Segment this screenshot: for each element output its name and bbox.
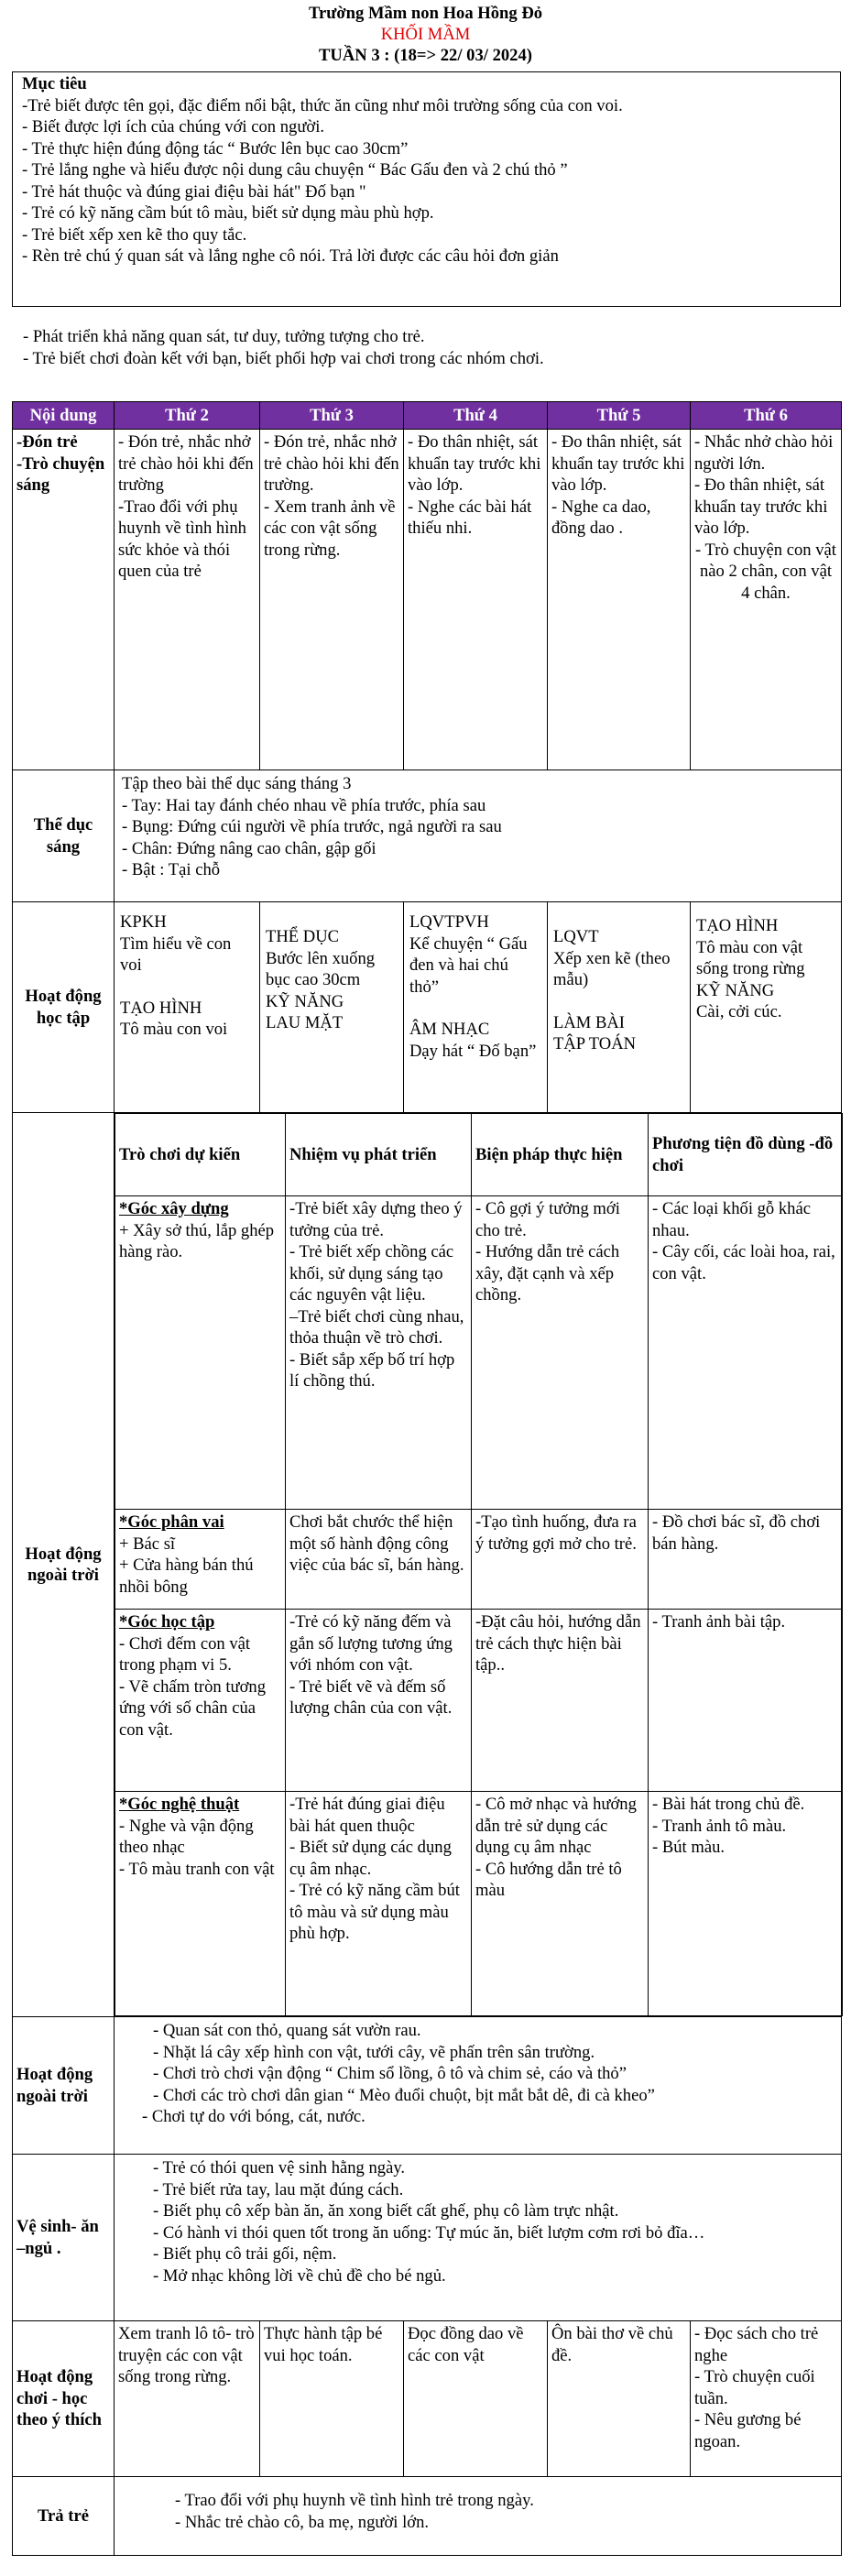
table-header-row [13, 402, 842, 430]
objective-item: - Trẻ thực hiện đúng động tác “ Bước lên bục cao 30cm” [22, 138, 409, 158]
corner-tools: - Bài hát trong chủ đề. - Tranh ảnh tô màu. - Bút màu. [649, 1792, 843, 2016]
objective-item: - Trẻ lắng nghe và hiểu được nội dung câu chuyện “ Bác Gấu đen và 2 chú thỏ ” [22, 160, 568, 180]
day-cell: - Đón trẻ, nhắc nhở trẻ chào hỏi khi đến trường -Trao đổi với phụ huynh về tình hình sức khỏe và thói quen của trẻ [115, 430, 260, 770]
welcome-row [13, 430, 842, 770]
day-cell: Đọc đồng dao về các con vật [404, 2321, 548, 2477]
corners-header-cell: Trò chơi dự kiến [115, 1114, 286, 1196]
day-cell: - Đọc sách cho trẻ nghe - Trò chuyện cuối tuần. - Nêu gương bé ngoan. [691, 2321, 842, 2477]
header-cell: Thứ 6 [691, 402, 842, 430]
block-name: KHỐI MẦM [380, 25, 471, 44]
corner-method: - Cô gợi ý tưởng mới cho trẻ. - Hướng dẫn trẻ cách xây, đặt cạnh và xếp chồng. [472, 1196, 649, 1510]
corner-method: - Cô mở nhạc và hướng dẫn trẻ sử dụng các dụng cụ âm nhạc - Cô hướng dẫn trẻ tô màu [472, 1792, 649, 2016]
day-cell: - Đón trẻ, nhắc nhở trẻ chào hỏi khi đến trường. - Xem tranh ảnh về các con vật sống trong rừng. [260, 430, 404, 770]
header-cell: Nội dung [13, 402, 115, 430]
row-label: Trả trẻ [13, 2477, 115, 2556]
corner-task: Chơi bắt chước thể hiện một số hành động công việc của bác sĩ, bán hàng. [286, 1510, 472, 1610]
objectives-extra [23, 326, 838, 369]
row-label: Hoạt động học tập [13, 902, 115, 1113]
objectives-box [12, 71, 841, 307]
corner-tools: - Đồ chơi bác sĩ, đồ chơi bán hàng. [649, 1510, 843, 1610]
objective-item: - Trẻ biết xếp xen kẽ tho quy tắc. [22, 224, 247, 245]
corners-header-cell: Biện pháp thực hiện [472, 1114, 649, 1196]
objective-item: -Trẻ biết được tên gọi, đặc điểm nổi bật, thức ăn cũng như môi trường sống của con voi. [22, 95, 623, 115]
objective-item: - Trẻ hát thuộc và đúng giai điệu bài hát" Đố bạn " [22, 181, 366, 202]
corner-row [115, 1792, 843, 2016]
day-cell: Xem tranh lô tô- trò truyện các con vật sống trong rừng. [115, 2321, 260, 2477]
corners-subtable-cell [115, 1113, 842, 2017]
day-cell: LQVT Xếp xen kẽ (theo mẫu) LÀM BÀI TẬP TOÁN [548, 902, 691, 1113]
day-cell: THỂ DỤC Bước lên xuống bục cao 30cm KỸ NĂNG LAU MẶT [260, 902, 404, 1113]
weekly-plan-table [12, 401, 842, 2556]
header-cell: Thứ 2 [115, 402, 260, 430]
week-title: TUẦN 3 : (18=> 22/ 03/ 2024) [319, 46, 532, 65]
row-label: Hoạt động chơi - học theo ý thích [13, 2321, 115, 2477]
afternoon-row [13, 2321, 842, 2477]
corners-subtable [115, 1113, 843, 2016]
return-content: - Trao đổi với phụ huynh về tình hình trẻ trong ngày. - Nhắc trẻ chào cô, ba mẹ, người lớn. [115, 2477, 842, 2556]
corner-tools: - Các loại khối gỗ khác nhau. - Cây cối, các loài hoa, rai, con vật. [649, 1196, 843, 1510]
hygiene-content: - Trẻ có thói quen vệ sinh hằng ngày. - Trẻ biết rửa tay, lau mặt đúng cách. - Biết phụ cô xếp bàn ăn, ăn xong biết cất ghế, phụ cô làm trực nhật. - Có hành vi thói quen tốt trong ăn uống: Tự múc ăn, biết lượm cơm rơi bỏ đĩa… - Biết phụ cô trải gối, nệm. - Mở nhạc không lời về chủ đề cho bé ngủ. [115, 2155, 842, 2321]
header-cell: Thứ 5 [548, 402, 691, 430]
corner-row [115, 1610, 843, 1792]
objective-extra-item: - Phát triển khả năng quan sát, tư duy, tưởng tượng cho trẻ. [23, 327, 425, 346]
day-cell: Ôn bài thơ về chủ đề. [548, 2321, 691, 2477]
objective-extra-item: - Trẻ biết chơi đoàn kết với bạn, biết phối hợp vai chơi trong các nhóm chơi. [23, 348, 544, 368]
return-row [13, 2477, 842, 2556]
exercise-row [13, 770, 842, 902]
corners-header-cell: Phương tiện đồ dùng -đồ chơi [649, 1114, 843, 1196]
day-cell: - Đo thân nhiệt, sát khuẩn tay trước khi vào lớp. - Nghe các bài hát thiếu nhi. [404, 430, 548, 770]
corner-task: -Trẻ biết xây dựng theo ý tưởng của trẻ. - Trẻ biết xếp chồng các khối, sử dụng sáng tạo các nguyên vật liệu. –Trẻ biết chơi cùng nhau, thỏa thuận về trò chơi. - Biết sắp xếp bố trí hợp lí chồng thú. [286, 1196, 472, 1510]
header-cell: Thứ 3 [260, 402, 404, 430]
day-cell: KPKH Tìm hiểu về con voi TẠO HÌNH Tô màu con voi [115, 902, 260, 1113]
outdoor-content: - Quan sát con thỏ, quang sát vườn rau. - Nhặt lá cây xếp hình con vật, tưới cây, vẽ phấn trên sân trường. - Chơi trò chơi vận động “ Chim sổ lồng, ô tô và chim sẻ, cáo và thỏ” - Chơi các trò chơi dân gian “ Mèo đuổi chuột, bịt mắt bắt dê, đi cà kheo” - Chơi tự do với bóng, cát, nước. [115, 2017, 842, 2155]
row-label: Vệ sinh- ăn –ngủ . [13, 2155, 115, 2321]
corner-game: *Góc phân vai + Bác sĩ + Cửa hàng bán thú nhồi bông [115, 1510, 286, 1610]
corner-task: -Trẻ hát đúng giai điệu bài hát quen thuộc - Biết sử dụng các dụng cụ âm nhạc. - Trẻ có kỹ năng cầm bút tô màu và sử dụng màu phù hợp. [286, 1792, 472, 2016]
corners-header-cell: Nhiệm vụ phát triển [286, 1114, 472, 1196]
corner-method: -Đặt câu hỏi, hướng dẫn trẻ cách thực hiện bài tập.. [472, 1610, 649, 1792]
hygiene-row [13, 2155, 842, 2321]
row-label: Thể dục sáng [13, 770, 115, 902]
day-cell: - Đo thân nhiệt, sát khuẩn tay trước khi vào lớp. - Nghe ca dao, đồng dao . [548, 430, 691, 770]
day-cell: - Nhắc nhở chào hỏi người lớn. - Đo thân nhiệt, sát khuẩn tay trước khi vào lớp. - Trò chuyện con vật nào 2 chân, con vật 4 chân. [691, 430, 842, 770]
school-name: Trường Mầm non Hoa Hồng Đỏ [308, 4, 543, 23]
objective-item: - Trẻ có kỹ năng cầm bút tô màu, biết sử dụng màu phù hợp. [22, 203, 434, 223]
row-label: Hoạt động ngoài trời [13, 2017, 115, 2155]
corners-row [13, 1113, 842, 2017]
objective-item: - Biết được lợi ích của chúng với con người. [22, 117, 325, 136]
outdoor-row [13, 2017, 842, 2155]
corner-game: *Góc học tập - Chơi đếm con vật trong phạm vi 5. - Vẽ chấm tròn tương ứng với số chân của con vật. [115, 1610, 286, 1792]
corner-method: -Tạo tình huống, đưa ra ý tưởng gợi mở cho trẻ. [472, 1510, 649, 1610]
objectives-title: Mục tiêu [22, 74, 87, 93]
header-cell: Thứ 4 [404, 402, 548, 430]
corner-tools: - Tranh ảnh bài tập. [649, 1610, 843, 1792]
corner-row [115, 1196, 843, 1510]
corner-task: -Trẻ có kỹ năng đếm và gắn số lượng tương ứng với nhóm con vật. - Trẻ biết vẽ và đếm số lượng chân của con vật. [286, 1610, 472, 1792]
day-cell: LQVTPVH Kể chuyện “ Gấu đen và hai chú thỏ” ÂM NHẠC Dạy hát “ Đố bạn” [404, 902, 548, 1113]
corners-header-row [115, 1114, 843, 1196]
corner-row [115, 1510, 843, 1610]
exercise-content: Tập theo bài thể dục sáng tháng 3 - Tay: Hai tay đánh chéo nhau về phía trước, phía sau - Bụng: Đứng cúi người về phía trước, ngả người ra sau - Chân: Đứng nâng cao chân, gập gối - Bật : Tại chỗ [115, 770, 842, 902]
objective-item: - Rèn trẻ chú ý quan sát và lắng nghe cô nói. Trả lời được các câu hỏi đơn giản [22, 246, 559, 266]
learning-row [13, 902, 842, 1113]
corner-game: *Góc xây dựng + Xây sở thú, lắp ghép hàng rào. [115, 1196, 286, 1510]
day-cell: TẠO HÌNH Tô màu con vật sống trong rừng KỸ NĂNG Cài, cởi cúc. [691, 902, 842, 1113]
corner-game: *Góc nghệ thuật - Nghe và vận động theo nhạc - Tô màu tranh con vật [115, 1792, 286, 2016]
row-label: -Đón trẻ -Trò chuyện sáng [13, 430, 115, 770]
row-label: Hoạt động ngoài trời [13, 1113, 115, 2017]
day-cell: Thực hành tập bé vui học toán. [260, 2321, 404, 2477]
